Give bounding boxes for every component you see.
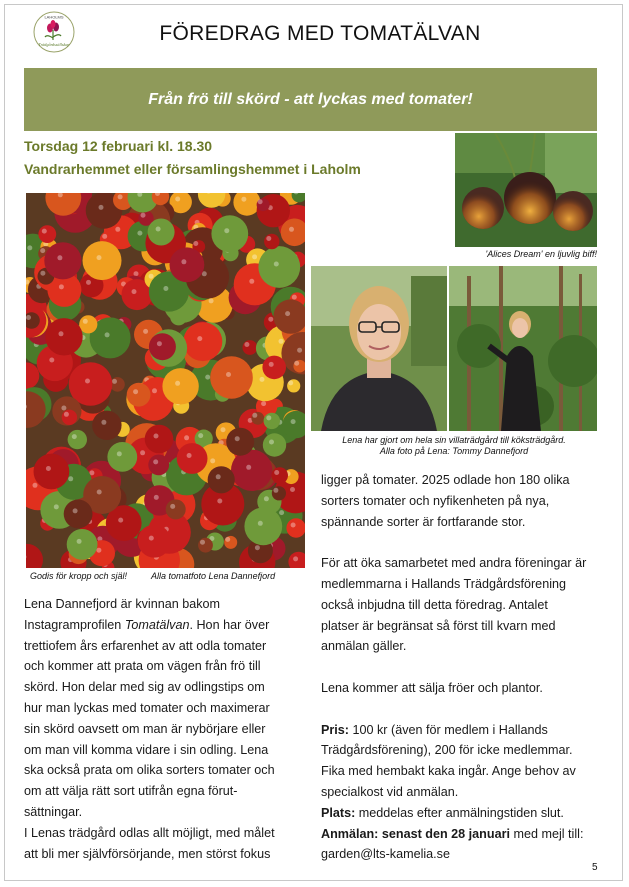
tomato-shape [127, 383, 151, 407]
tomato-highlight [101, 420, 106, 425]
tomato-highlight [261, 401, 266, 406]
tomato-highlight [224, 228, 229, 233]
tomato-highlight [59, 331, 64, 336]
tomato-highlight [54, 504, 59, 509]
tomato-highlight [260, 377, 265, 382]
text-line: platser är begränsat så först till kvarn med [321, 618, 556, 633]
tomato-highlight [273, 488, 278, 493]
tomato-highlight [258, 521, 263, 526]
tomato-highlight [291, 523, 296, 528]
tomato-shape [38, 225, 56, 243]
tomato-highlight [105, 332, 110, 337]
tomato-highlight [288, 380, 293, 385]
tomato-shape [244, 507, 282, 545]
tomato-highlight [200, 540, 205, 545]
signup-text: med mejl till: [509, 826, 584, 841]
tomato-shape [243, 340, 258, 355]
event-date: Torsdag 12 februari kl. 18.30 [24, 138, 213, 154]
tomato-highlight [73, 508, 78, 513]
tomato-highlight [289, 227, 294, 232]
tomato-highlight [140, 450, 145, 455]
tomato-highlight [42, 229, 47, 234]
tomato-shape [286, 518, 305, 537]
tomato-shape [264, 413, 280, 429]
tomato-highlight [133, 389, 138, 394]
tomato-highlight [266, 236, 271, 241]
text-line: hur man lyckas med tomater och maximerar [24, 700, 270, 715]
text-line: medlemmarna i Hallands Trädgårdsförening [321, 576, 566, 591]
tomato-highlight [157, 341, 162, 346]
text-line: att bli mer självförsörjande, men störst fokus [24, 846, 271, 861]
instagram-name: Tomatälvan [124, 617, 190, 632]
text-line: specialkost vid anmälan. [321, 784, 459, 799]
tomato-highlight [40, 271, 45, 276]
tomato-shape [258, 246, 300, 288]
tomato-highlight [285, 311, 290, 316]
tomato-highlight [83, 319, 88, 324]
text-span: . Hon har över [189, 617, 270, 632]
right-column-text [321, 470, 606, 865]
tomato-highlight [154, 434, 159, 439]
tomato-highlight [46, 466, 51, 471]
text-line: Trädgårdsförening), 200 för icke medlemmar. [321, 743, 573, 758]
price-line [321, 720, 606, 741]
harvest-caption-right: Alla tomatfoto Lena Dannefjord [151, 571, 276, 581]
tomato-shape [198, 538, 213, 553]
lena-portrait-photo [311, 266, 447, 431]
tomato-highlight [197, 336, 202, 341]
tomato-highlight [49, 358, 54, 363]
harvest-caption-left: Godis för kropp och själ! [30, 571, 128, 581]
tomato-shape [177, 443, 208, 474]
tomato-shape [231, 450, 272, 491]
tomato-highlight [252, 254, 257, 259]
text-line: Lena kommer att sälja fröer och plantor. [321, 680, 543, 695]
tomato-shape [226, 428, 254, 456]
tomato-shape [166, 499, 186, 519]
tomato-shape [210, 356, 253, 399]
tomato-highlight [198, 433, 203, 438]
page-number: 5 [592, 862, 598, 873]
text-span: Instagramprofilen [24, 617, 125, 632]
tomato-shape [67, 529, 98, 560]
tomato-highlight [134, 271, 139, 276]
tomato-shape [149, 333, 176, 360]
tomato-highlight [187, 453, 192, 458]
tomato-highlight [264, 496, 269, 501]
tomato-highlight [193, 241, 198, 246]
tomato-highlight [170, 504, 175, 509]
tomato-highlight [209, 298, 214, 303]
text-line: också inbjudna till detta föredrag. Antalet [321, 597, 548, 612]
tomato-shape [170, 247, 205, 282]
tomato-highlight [258, 199, 263, 204]
signup-label: Anmälan: senast den 28 januari [321, 826, 510, 841]
banner-text: Från frö till skörd - att lyckas med tomater! [148, 90, 473, 108]
text-line: om man vill komma vidare i sin odling. Lena [24, 742, 269, 757]
tomato-highlight [64, 412, 69, 417]
tomato-highlight [252, 413, 257, 418]
left-column-text [24, 594, 309, 864]
tomato-highlight [225, 537, 230, 542]
tomato-highlight [293, 556, 298, 561]
tomato-highlight [210, 458, 215, 463]
logo-bottom-text: Trädgårdssällskap [38, 42, 70, 47]
tomato-highlight [226, 372, 231, 377]
tomato-highlight [255, 545, 260, 550]
tomato-highlight [279, 510, 284, 515]
email-address[interactable]: garden@lts-kamelia.se [321, 847, 450, 862]
tomato-highlight [102, 234, 107, 239]
tomato-highlight [72, 434, 77, 439]
tomato-highlight [97, 490, 102, 495]
tomato-shape [263, 433, 286, 456]
tomato-highlight [156, 227, 161, 232]
tomato-highlight [77, 539, 82, 544]
text-line: sin skörd oavsett om man är nybörjare eller [24, 721, 266, 736]
photo-credit-caption: Alla foto på Lena: Tommy Dannefjord [379, 446, 529, 456]
text-line: om att välja rätt sort utifrån egna förut- [24, 784, 238, 799]
logo-top-text: LAHOLMS [44, 14, 64, 20]
tomato-shape [145, 425, 174, 454]
text-line: spännande sorter är fortfarande stor. [321, 514, 526, 529]
tomato-highlight [96, 548, 101, 553]
tomato-highlight [274, 470, 279, 475]
tomato-shape [183, 322, 222, 361]
text-line: Fika med hembakt kaka ingår. Ange behov av [321, 764, 576, 779]
tomato-highlight [249, 279, 254, 284]
tomato-shape [272, 486, 286, 500]
tomato-highlight [241, 197, 246, 202]
tomato-highlight [33, 483, 38, 488]
text-line: anmälan gäller. [321, 639, 407, 654]
tomato-highlight [290, 487, 295, 492]
tomato-highlight [221, 427, 226, 432]
place-text: meddelas efter anmälningstiden slut. [355, 805, 564, 820]
tomato-highlight [97, 255, 102, 260]
tomato-shape [162, 368, 198, 404]
tomato-shape [68, 430, 87, 449]
tomato-highlight [217, 499, 222, 504]
tomato-highlight [141, 213, 146, 218]
tomato-highlight [137, 231, 142, 236]
tomato-highlight [68, 476, 73, 481]
subtitle-banner [24, 68, 597, 131]
text-line: ligger på tomater. 2025 odlade hon 180 olika [321, 473, 570, 487]
tomato-highlight [99, 205, 104, 210]
tomato-highlight [85, 379, 90, 384]
lena-garden-photo [449, 266, 597, 431]
lena-caption-block [311, 435, 597, 457]
tomato-highlight [143, 329, 148, 334]
event-place: Vandrarhemmet eller församlingshemmet i Laholm [24, 161, 361, 177]
tomato-shape [148, 219, 175, 246]
tomato-shape [107, 442, 137, 472]
tomato-highlight [297, 348, 302, 353]
tomato-highlight [27, 245, 32, 250]
tomato-highlight [274, 262, 279, 267]
tomato-highlight [175, 381, 180, 386]
text-line: skörd. Hon delar med sig av odlingstips om [24, 680, 265, 695]
tomato-highlight [40, 248, 45, 253]
tomato-highlight [61, 406, 66, 411]
tomato-shape [271, 467, 288, 484]
text-line: sorters tomater och nyfikenheten på nya, [321, 493, 550, 508]
tomato-highlight [86, 280, 91, 285]
tomato-highlight [118, 194, 123, 199]
tomato-highlight [163, 286, 168, 291]
tomato-highlight [153, 459, 158, 464]
tomato-highlight [266, 415, 271, 420]
place-info-line [321, 803, 606, 824]
place-label: Plats: [321, 805, 356, 820]
price-label: Pris: [321, 722, 349, 737]
tomato-shape [45, 318, 82, 355]
tomato-highlight [205, 375, 210, 380]
tomato-highlight [117, 451, 122, 456]
tomato-highlight [181, 259, 186, 264]
signup-line [321, 824, 606, 845]
tomato-highlight [184, 435, 189, 440]
text-line: sättningar. [24, 804, 83, 819]
tomato-highlight [149, 274, 154, 279]
tomato-highlight [294, 361, 299, 366]
tomato-shape [44, 242, 81, 279]
tomato-shape [83, 241, 122, 280]
tomato-highlight [57, 255, 62, 260]
tomato-highlight [279, 339, 284, 344]
tomato-highlight [268, 317, 273, 322]
tomato-highlight [152, 388, 157, 393]
paragraph-gap [321, 699, 606, 720]
tomato-shape [211, 215, 248, 252]
tomato-shape [148, 455, 169, 476]
tomato-shape [34, 454, 70, 490]
text-line: trettiofem års erfarenhet av att odla tomater [24, 638, 267, 653]
tomato-highlight [216, 474, 221, 479]
text-line: ska också prata om olika sorters tomater och [24, 763, 275, 778]
tomato-shape [92, 411, 121, 440]
tomato-highlight [118, 518, 123, 523]
tomato-highlight [154, 495, 159, 500]
tomato-shape [79, 315, 97, 333]
tomato-highlight [115, 227, 120, 232]
tomato-shape [208, 466, 235, 493]
tomato-highlight [175, 197, 180, 202]
tomato-shape [264, 234, 279, 249]
tomato-highlight [244, 342, 249, 347]
text-line: och kommer att prata om vägen från frö till [24, 659, 261, 674]
paragraph-gap [321, 532, 606, 553]
tomato-highlight [26, 315, 31, 320]
alices-dream-caption: 'Alices Dream' en ljuvlig biff! [485, 249, 597, 259]
tomato-highlight [132, 289, 137, 294]
text-line [24, 615, 309, 636]
tomato-highlight [149, 536, 154, 541]
tomato-highlight [269, 362, 274, 367]
tomato-highlight [292, 295, 297, 300]
tomato-highlight [246, 465, 251, 470]
paragraph-gap [321, 657, 606, 678]
tomato-shape [62, 410, 77, 425]
tomato-highlight [112, 379, 117, 384]
text-line: För att öka samarbetet med andra föreningar är [321, 556, 587, 571]
tomato-shape [262, 356, 286, 380]
tomato-shape [110, 377, 125, 392]
price-text: 100 kr (även för medlem i Hallands [349, 722, 548, 737]
lena-garden-caption: Lena har gjort om hela sin villaträdgård till köksträdgård. [342, 435, 566, 445]
tomato-shape [64, 500, 93, 529]
tomato-harvest-photo [26, 193, 305, 568]
tomato-highlight [291, 419, 296, 424]
alices-dream-photo [455, 133, 597, 247]
text-line: Lena Dannefjord är kvinnan bakom [24, 597, 221, 611]
tomato-highlight [59, 284, 64, 289]
page-title: FÖREDRAG MED TOMATÄLVAN [159, 22, 481, 45]
tomato-shape [138, 525, 171, 558]
club-logo [30, 10, 78, 54]
tomato-highlight [269, 440, 274, 445]
tomato-highlight [235, 436, 240, 441]
text-line: I Lenas trädgård odlas allt möjligt, med målet [24, 825, 275, 840]
